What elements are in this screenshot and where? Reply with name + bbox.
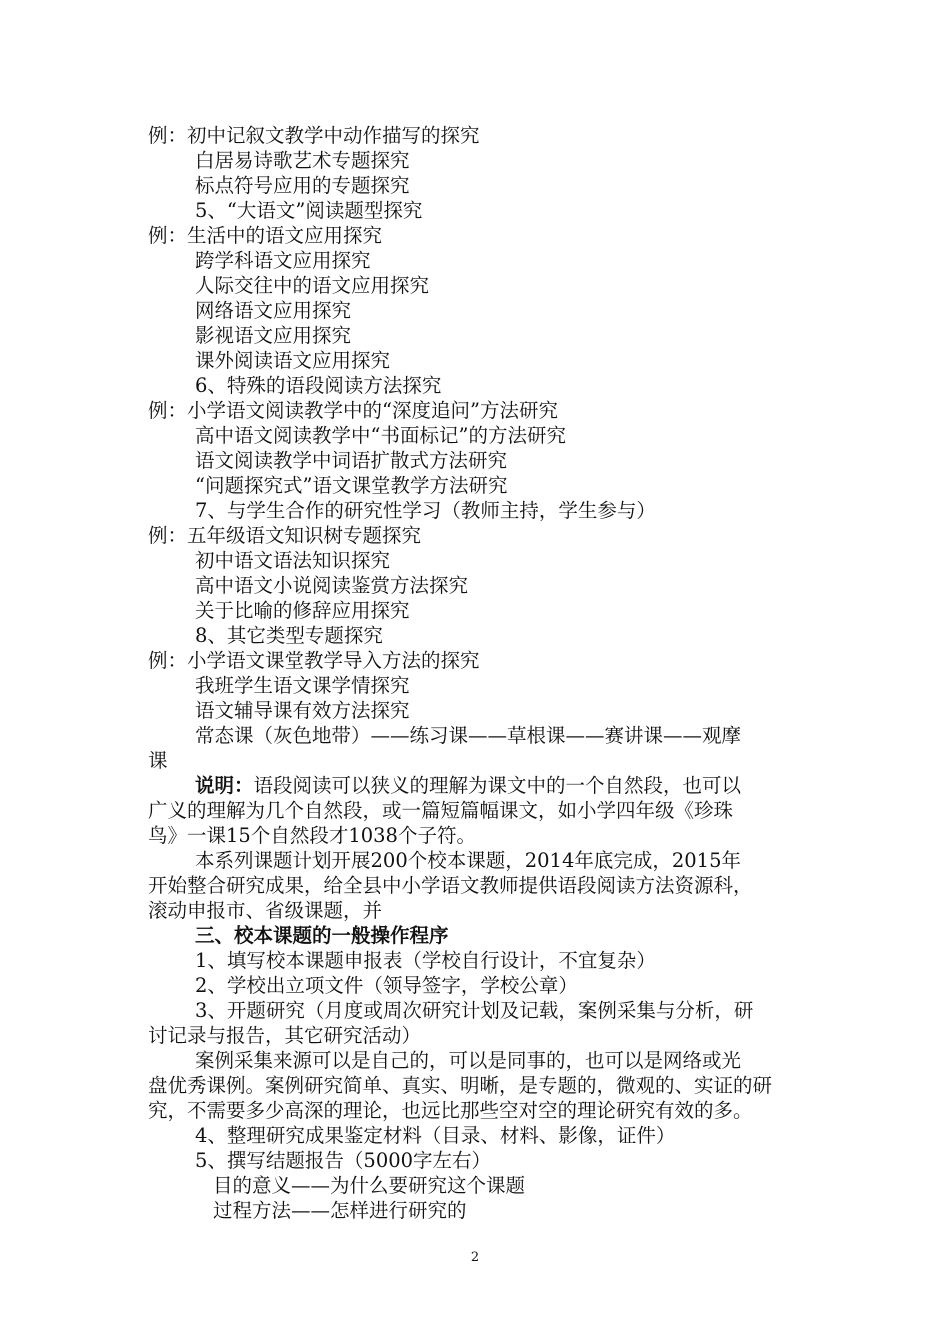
text-line: 例：五年级语文知识树专题探究 — [148, 524, 422, 547]
text-line: 语文阅读教学中词语扩散式方法研究 — [195, 449, 508, 472]
text-line: 白居易诗歌艺术专题探究 — [195, 149, 410, 172]
section-heading-7: 7、与学生合作的研究性学习（教师主持，学生参与） — [195, 499, 656, 522]
text-line: 例：小学语文阅读教学中的“深度追问”方法研究 — [148, 399, 558, 422]
section-heading-6: 6、特殊的语段阅读方法探究 — [195, 374, 442, 397]
text-line: 人际交往中的语文应用探究 — [195, 274, 430, 297]
text-line: 我班学生语文课学情探究 — [195, 674, 410, 697]
text-line: 标点符号应用的专题探究 — [195, 174, 410, 197]
note-label: 说明： — [195, 774, 254, 797]
section-heading-3: 三、校本课题的一般操作程序 — [195, 924, 449, 947]
section-heading-5: 5、“大语文”阅读题型探究 — [195, 199, 423, 222]
text-line: 本系列课题计划开展200个校本课题，2014年底完成，2015年 — [195, 849, 741, 872]
text-line: 课 — [148, 749, 168, 772]
text-line: 关于比喻的修辞应用探究 — [195, 599, 410, 622]
text-line: 课外阅读语文应用探究 — [195, 349, 391, 372]
text-line: 讨记录与报告，其它研究活动） — [148, 1024, 422, 1047]
page-number: 2 — [470, 1250, 480, 1265]
text-line: 鸟》一课15个自然段才1038个子符。 — [148, 824, 476, 847]
text-line: 影视语文应用探究 — [195, 324, 352, 347]
note-text: 语段阅读可以狭义的理解为课文中的一个自然段，也可以 — [253, 774, 742, 797]
text-line: 开始整合研究成果，给全县中小学语文教师提供语段阅读方法资源科， — [148, 874, 753, 897]
text-line: 例：小学语文课堂教学导入方法的探究 — [148, 649, 480, 672]
text-line: 广义的理解为几个自然段，或一篇短篇幅课文，如小学四年级《珍珠 — [148, 799, 734, 822]
text-line: 滚动申报市、省级课题，并 — [148, 899, 383, 922]
text-line: 跨学科语文应用探究 — [195, 249, 371, 272]
text-line: 例：初中记叙文教学中动作描写的探究 — [148, 124, 480, 147]
section-heading-8: 8、其它类型专题探究 — [195, 624, 383, 647]
text-line: 5、撰写结题报告（5000字左右） — [195, 1149, 492, 1172]
text-line: “问题探究式”语文课堂教学方法研究 — [195, 474, 508, 497]
text-line: 过程方法——怎样进行研究的 — [213, 1199, 467, 1222]
text-line: 高中语文小说阅读鉴赏方法探究 — [195, 574, 469, 597]
text-line: 2、学校出立项文件（领导签字，学校公章） — [195, 974, 578, 997]
text-line: 目的意义——为什么要研究这个课题 — [213, 1174, 526, 1197]
text-line: 初中语文语法知识探究 — [195, 549, 391, 572]
text-line: 盘优秀课例。案例研究简单、真实、明晰，是专题的，微观的、实证的研 — [148, 1074, 773, 1097]
text-line: 案例采集来源可以是自己的，可以是同事的，也可以是网络或光 — [195, 1049, 742, 1072]
text-line: 常态课（灰色地带）——练习课——草根课——赛讲课——观摩 — [195, 724, 742, 747]
text-line: 3、开题研究（月度或周次研究计划及记载，案例采集与分析，研 — [195, 999, 754, 1022]
text-line: 究，不需要多少高深的理论，也远比那些空对空的理论研究有效的多。 — [148, 1099, 753, 1122]
note-paragraph-line — [195, 773, 741, 798]
text-line: 网络语文应用探究 — [195, 299, 352, 322]
text-line: 高中语文阅读教学中“书面标记”的方法研究 — [195, 424, 566, 447]
text-line: 1、填写校本课题申报表（学校自行设计，不宜复杂） — [195, 949, 656, 972]
text-line: 4、整理研究成果鉴定材料（目录、材料、影像，证件） — [195, 1124, 676, 1147]
text-line: 语文辅导课有效方法探究 — [195, 699, 410, 722]
text-line: 例：生活中的语文应用探究 — [148, 224, 383, 247]
